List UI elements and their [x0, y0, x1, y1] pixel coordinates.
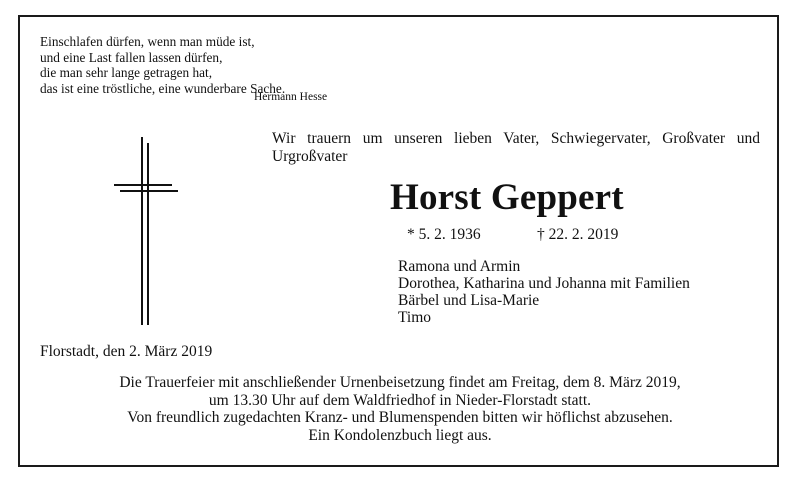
family-list: [398, 258, 690, 326]
family-member: Ramona und Armin: [398, 258, 521, 275]
notice-line: Ein Kondolenzbuch liegt aus.: [308, 427, 492, 445]
deceased-name: Horst Geppert: [390, 177, 624, 218]
notice-line: um 13.30 Uhr auf dem Waldfriedhof in Nieder-Florstadt statt.: [208, 391, 592, 409]
poem-line: Einschlafen dürfen, wenn man müde ist,: [40, 34, 255, 49]
notice-line: Die Trauerfeier mit anschließender Urnenbeisetzung findet am Freitag, dem 8. März 2019,: [119, 374, 681, 391]
mourning-intro: Wir trauern um unseren lieben Vater, Schwiegervater, Großvater und Urgroßvater: [272, 130, 760, 165]
poem-line: das ist eine tröstliche, eine wunderbare Sache.: [40, 80, 286, 96]
death-date: † 22. 2. 2019: [537, 226, 619, 243]
birth-date: * 5. 2. 1936: [407, 226, 481, 243]
poem-line: die man sehr lange getragen hat,: [40, 65, 213, 80]
notice-line: Von freundlich zugedachten Kranz- und Blumenspenden bitten wir höflichst abzusehen.: [127, 409, 673, 427]
cross-icon: [114, 137, 178, 325]
place-date: Florstadt, den 2. März 2019: [40, 343, 213, 360]
funeral-notice: [20, 374, 780, 445]
family-member: Bärbel und Lisa-Marie: [398, 292, 540, 309]
poem-author: Hermann Hesse: [254, 91, 328, 103]
poem: [40, 34, 285, 96]
family-member: Timo: [398, 309, 432, 326]
poem-line: und eine Last fallen lassen dürfen,: [40, 49, 223, 65]
family-member: Dorothea, Katharina und Johanna mit Familien: [398, 275, 690, 292]
